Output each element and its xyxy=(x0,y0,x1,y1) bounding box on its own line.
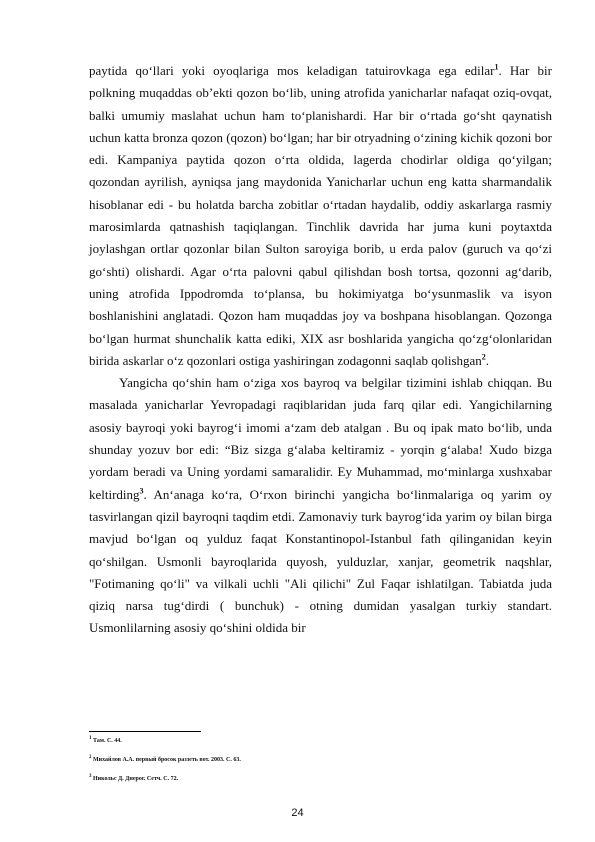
page-number: 24 xyxy=(291,807,304,819)
footnote-2-text: Михайлов А.А. первый бросок раззеть вот. 2003. С. 63. xyxy=(93,757,241,763)
page-body xyxy=(89,60,552,640)
footnote-1-text: Там. С. 44. xyxy=(93,738,122,744)
footnote-3 xyxy=(89,774,552,784)
footnote-ref-3[interactable]: 3 xyxy=(139,486,144,496)
footnotes xyxy=(89,736,552,793)
paragraph-2-continuation: . An‘anaga ko‘ra, O‘rxon birinchi yangicha bo‘linmalariga oq yarim oy tasvirlangan qizil bayroqni taqdim etdi. Zamonaviy turk bayrog‘ida yarim oy bilan birga mavjud bo‘lgan oq yulduz faqat Konstantinopol-Istanbul fath qilinganidan keyin qo‘shilgan. Usmonli bayroqlarida quyosh, yulduzlar, xanjar, geometrik naqshlar, "Fotimaning qo‘li" va vilkali uchli "Ali qilichi" Zul Faqar ishlatilgan. Tabiatda juda qiziq narsa tug‘dirdi ( bunchuk) - otning dumidan yasalgan turkiy standart. Usmonlilarning asosiy qo‘shini oldida bir xyxy=(89,486,552,636)
footnote-separator xyxy=(89,731,201,732)
paragraph-1-text: paytida qo‘llari yoki oyoqlariga mos keladigan tatuirovkaga ega edilar xyxy=(89,63,495,78)
paragraph-2 xyxy=(89,372,552,640)
paragraph-2-text: Yangicha qo‘shin ham o‘ziga xos bayroq va belgilar tizimini ishlab chiqqan. Bu masalada yanicharlar Yevropadagi raqiblaridan juda farq qilar edi. Yangichilarning asosiy bayroqi yoki bayrog‘i imomi a‘zam deb atalgan . Bu oq ipak mato bo‘lib, unda shunday yozuv bor edi: “Biz sizga g‘alaba keltiramiz - yorqin g‘alaba! Xudo bizga yordam beradi va Uning yordami samaralidir. Ey Muhammad, mo‘minlarga xushxabar keltirding xyxy=(89,375,552,502)
paragraph-1 xyxy=(89,60,552,372)
footnote-1-number: 1 xyxy=(89,736,92,741)
footnote-1 xyxy=(89,736,552,746)
footnote-3-number: 3 xyxy=(89,774,92,779)
footnote-ref-1[interactable]: 1 xyxy=(494,62,499,72)
paragraph-1-end: . xyxy=(485,352,490,368)
paragraph-1-continuation: . Har bir polkning muqaddas ob’ekti qozon bo‘lib, uning atrofida yanicharlar nafaqat oziq-ovqat, balki umumiy maslahat uchun ham to‘planishardi. Har bir o‘rtada go‘sht qaynatish uchun katta bronza qozon (qozon) bo‘lgan; har bir otryadning o‘zining kichik qozoni bor edi. Kampaniya paytida qozon o‘rta oldida, lagerda chodirlar oldiga qo‘yilgan; qozondan ayrilish, ayniqsa jang maydonida Yanicharlar uchun eng katta sharmandalik hisoblanar edi - bu holatda barcha zobitlar o‘rtadan haydalib, oddiy askarlarga rasmiy marosimlarda qatnashish taqiqlangan. Tinchlik davrida har juma kuni poytaxtda joylashgan ortlar qozonlar bilan Sulton saroyiga borib, u erda palov (guruch va qo‘zi go‘shti) olishardi. Agar o‘rta palovni qabul qilishdan bosh tortsa, qozonni ag‘darib, uning atrofida Ippodromda to‘plansa, bu hokimiyatga bo‘ysunmaslik va isyon boshlanishini anglatadi. Qozon ham muqaddas joy va boshpana hisoblangan. Qozonga bo‘lgan hurmat shunchalik katta ediki, XIX asr boshlarida yangicha qo‘zg‘olonlaridan birida askarlar o‘z qozonlari ostiga yashiringan zodagonni saqlab qolishgan xyxy=(89,63,553,368)
footnote-2-number: 2 xyxy=(89,755,92,760)
footnote-2 xyxy=(89,755,552,765)
footnote-3-text: Никольс Д. Днерог. Сетч. С. 72. xyxy=(93,776,179,782)
footnote-ref-2[interactable]: 2 xyxy=(481,352,486,362)
